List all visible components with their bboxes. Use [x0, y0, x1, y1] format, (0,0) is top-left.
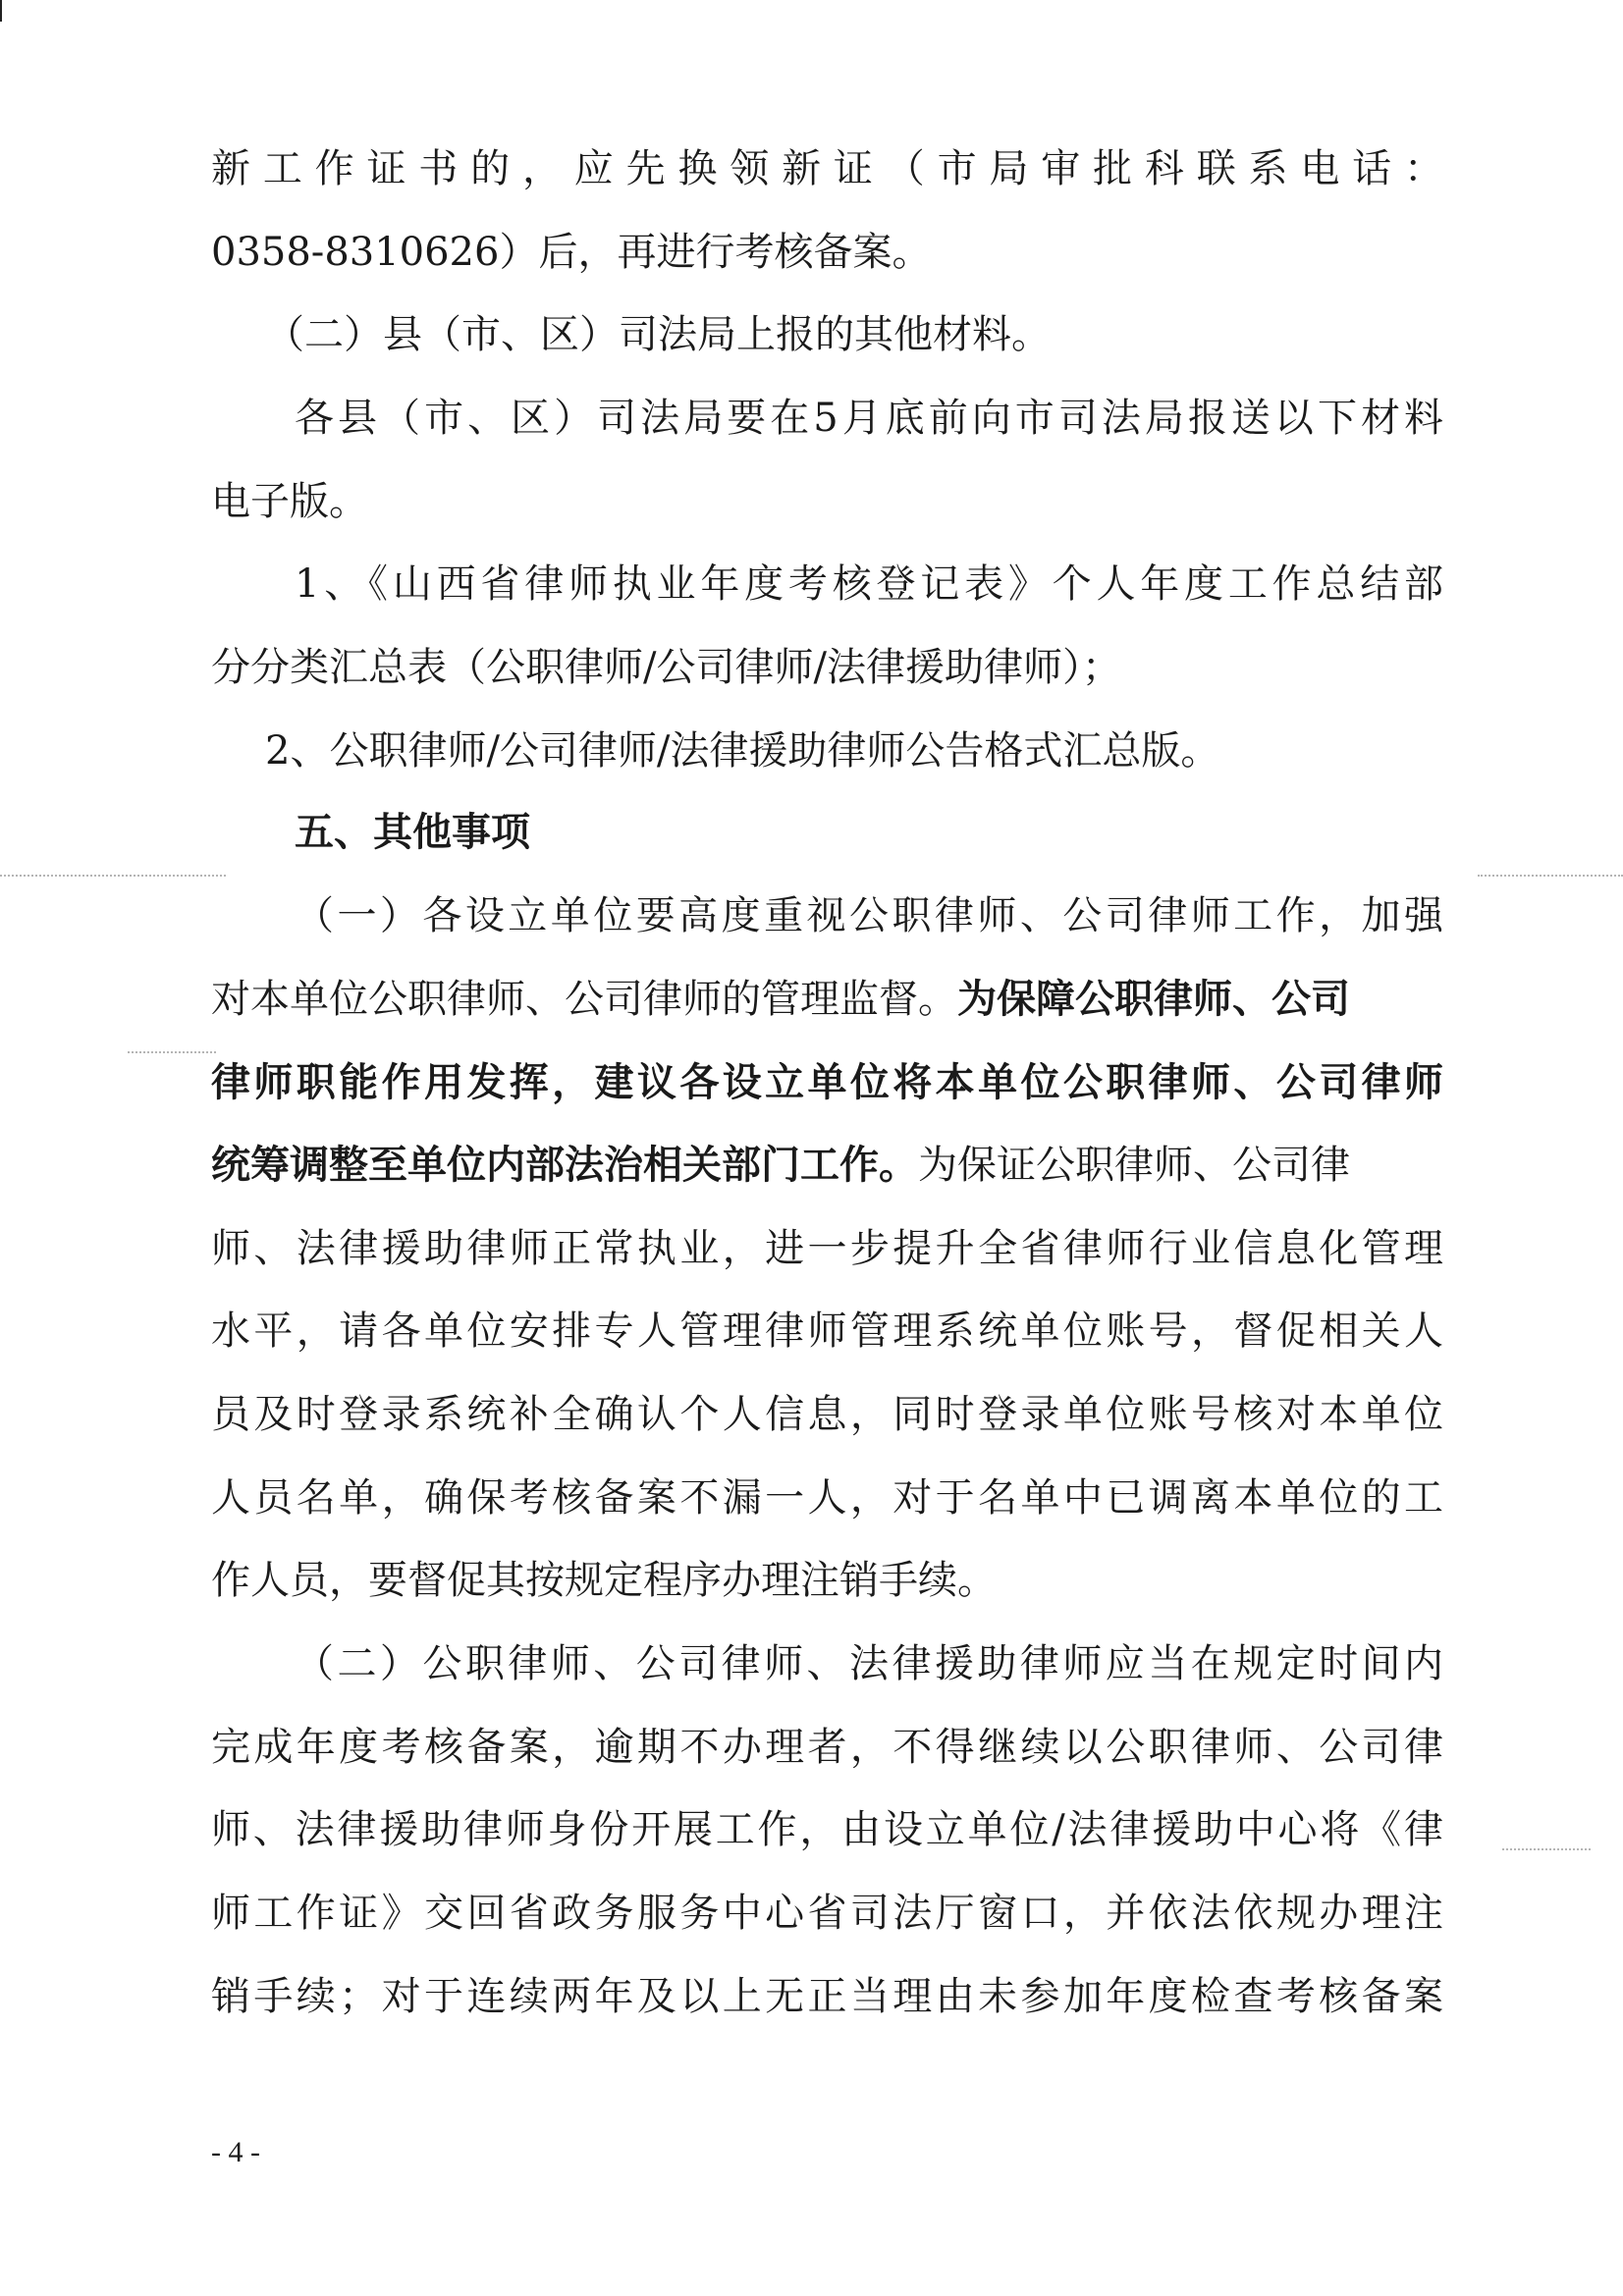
body-line: （二）公职律师、公司律师、法律援助律师应当在规定时间内	[295, 1641, 1443, 1686]
scan-artifact	[0, 875, 226, 879]
body-line: 销手续；对于连续两年及以上无正当理由未参加年度检查考核备案	[211, 1974, 1443, 2019]
body-line: 作人员，要督促其按规定程序办理注销手续。	[211, 1558, 997, 1603]
body-line: 完成年度考核备案，逾期不办理者，不得继续以公职律师、公司律	[211, 1725, 1443, 1770]
body-line: 各县（市、区）司法局要在5月底前向市司法局报送以下材料	[295, 396, 1443, 441]
list-item-line: 分分类汇总表（公职律师/公司律师/法律援助律师）；	[211, 645, 1121, 690]
body-line: 新工作证书的，应先换领新证（市局审批科联系电话：	[211, 146, 1443, 191]
scan-artifact	[128, 1051, 216, 1055]
bold-text: 为保障公职律师、公司	[957, 976, 1350, 1022]
body-line: 师、法律援助律师身份开展工作，由设立单位/法律援助中心将《律	[211, 1807, 1443, 1852]
list-item-line: 2、公职律师/公司律师/法律援助律师公告格式汇总版。	[265, 728, 1220, 774]
body-line: 员及时登录系统补全确认个人信息，同时登录单位账号核对本单位	[211, 1392, 1443, 1437]
body-line	[211, 976, 1443, 1022]
scan-corner-mark	[0, 0, 2, 22]
body-line	[211, 1142, 1350, 1188]
body-line: 0358-8310626）后，再进行考核备案。	[211, 230, 932, 275]
bold-text: 统筹调整至单位内部法治相关部门工作。	[211, 1142, 918, 1188]
section-heading: 五、其他事项	[295, 810, 530, 855]
list-item-line: 1、《山西省律师执业年度考核登记表》个人年度工作总结部	[295, 561, 1443, 607]
page-number: - 4 -	[211, 2136, 260, 2168]
body-text: 为保证公职律师、公司律	[918, 1143, 1350, 1188]
body-line: 电子版。	[211, 479, 368, 524]
body-line: 师工作证》交回省政务服务中心省司法厅窗口，并依法依规办理注	[211, 1891, 1443, 1936]
section-subheading: （二）县（市、区）司法局上报的其他材料。	[265, 312, 1051, 357]
body-line: 水平，请各单位安排专人管理律师管理系统单位账号，督促相关人	[211, 1308, 1443, 1354]
body-line: 人员名单，确保考核备案不漏一人，对于名单中已调离本单位的工	[211, 1475, 1443, 1521]
scan-artifact	[1478, 875, 1623, 879]
body-text: 对本单位公职律师、公司律师的管理监督。	[211, 977, 957, 1022]
scan-artifact	[1502, 1848, 1591, 1852]
bold-body-line: 律师职能作用发挥，建议各设立单位将本单位公职律师、公司律师	[211, 1059, 1443, 1105]
body-line: （一）各设立单位要高度重视公职律师、公司律师工作，加强	[295, 893, 1443, 938]
body-line: 师、法律援助律师正常执业，进一步提升全省律师行业信息化管理	[211, 1226, 1443, 1271]
